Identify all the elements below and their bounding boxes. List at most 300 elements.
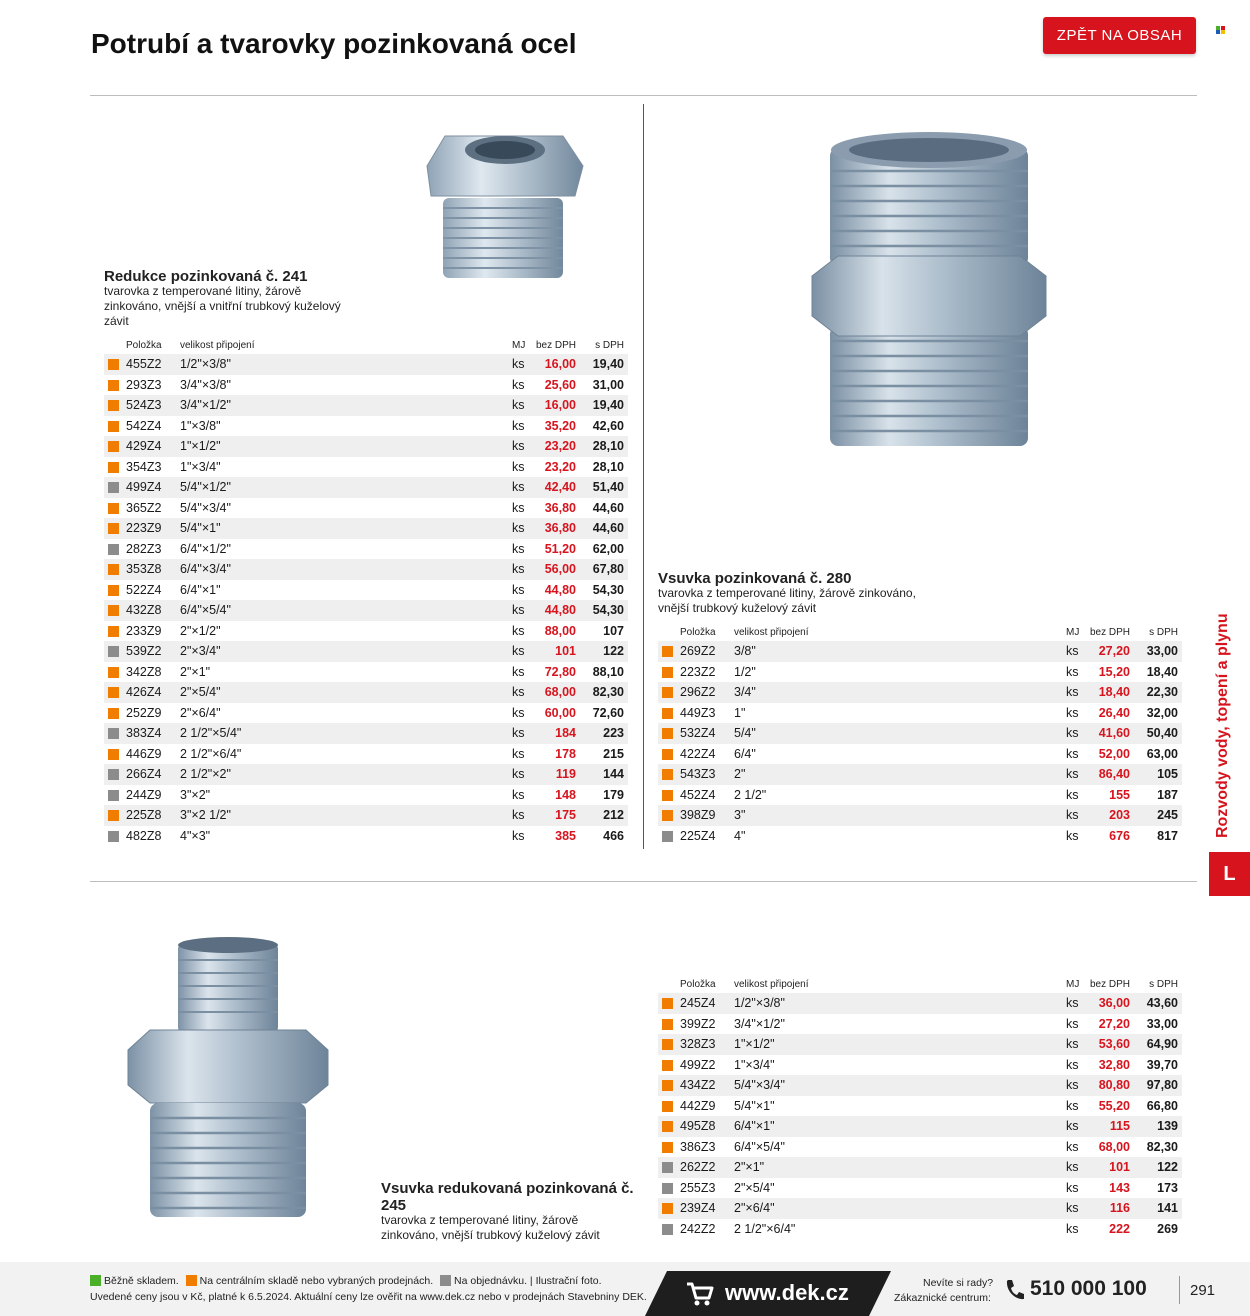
product-title: Vsuvka redukovaná pozinkovaná č. 245 — [381, 1180, 634, 1214]
item-price-vat: 50,40 — [1130, 723, 1182, 744]
item-unit: ks — [512, 436, 536, 457]
item-code: 296Z2 — [680, 682, 734, 703]
item-size: 6/4"×1/2" — [180, 541, 231, 556]
item-size: 1"×3/8" — [180, 418, 221, 433]
stock-cell — [104, 785, 126, 806]
stock-status-icon — [662, 1183, 673, 1194]
stock-cell — [658, 1137, 680, 1158]
table-row — [658, 641, 1182, 662]
item-unit: ks — [512, 746, 525, 761]
stock-status-icon — [108, 523, 119, 534]
stock-status-icon — [108, 749, 119, 760]
item-price: 80,80 — [1090, 1075, 1130, 1096]
item-size: 2"×1" — [180, 664, 211, 679]
item-unit: ks — [512, 723, 536, 744]
item-size: 3/4"×3/8" — [180, 377, 231, 392]
stock-cell — [658, 682, 680, 703]
stock-status-icon — [662, 1162, 673, 1173]
stock-cell — [104, 826, 126, 847]
item-size: 3/4" — [734, 682, 1066, 703]
item-size: 3"×2 1/2" — [180, 805, 512, 826]
table-row — [104, 826, 628, 847]
item-price: 36,00 — [1090, 993, 1130, 1014]
item-price-vat: 32,00 — [1146, 705, 1178, 720]
item-price: 36,80 — [536, 518, 576, 539]
table-row — [658, 1055, 1182, 1076]
item-price-vat: 817 — [1157, 828, 1178, 843]
stock-status-icon — [108, 687, 119, 698]
stock-cell — [104, 600, 126, 621]
table-row — [104, 723, 628, 744]
stock-cell — [104, 457, 126, 478]
table-row — [104, 641, 628, 662]
shopping-cart-icon — [686, 1281, 714, 1307]
item-price-vat: 33,00 — [1130, 641, 1182, 662]
item-unit: ks — [512, 459, 525, 474]
item-code: 543Z3 — [680, 764, 734, 785]
item-price-vat: 19,40 — [576, 354, 628, 375]
item-size: 2"×6/4" — [734, 1198, 1066, 1219]
legend-item: Na centrálním skladě nebo vybraných prodejnách. — [199, 1275, 434, 1287]
stock-cell — [104, 723, 126, 744]
item-code: 426Z4 — [126, 682, 180, 703]
stock-cell — [658, 764, 680, 785]
stock-status-icon — [662, 708, 673, 719]
stock-cell — [658, 744, 680, 765]
back-to-contents-button[interactable]: ZPĚT NA OBSAH — [1043, 17, 1196, 54]
table-row — [104, 805, 628, 826]
table-row — [104, 395, 628, 416]
item-code: 422Z4 — [680, 746, 716, 761]
table-row — [658, 1178, 1182, 1199]
item-unit: ks — [1066, 1221, 1079, 1236]
photo-note: | Ilustrační foto. — [529, 1275, 602, 1287]
item-code: 266Z4 — [126, 764, 180, 785]
col-unit: MJ — [1066, 626, 1080, 638]
item-price: 32,80 — [1098, 1057, 1130, 1072]
item-unit: ks — [1066, 805, 1090, 826]
stock-status-icon — [662, 1019, 673, 1030]
stock-status-icon — [108, 585, 119, 596]
table-row — [104, 621, 628, 642]
stock-cell — [658, 1096, 680, 1117]
item-unit: ks — [1066, 1016, 1079, 1031]
item-size: 5/4"×1" — [734, 1098, 775, 1113]
item-price-vat: 88,10 — [592, 664, 624, 679]
item-price: 16,00 — [536, 395, 576, 416]
stock-status-icon — [108, 359, 119, 370]
table-body — [658, 641, 1182, 846]
item-price-vat: 187 — [1157, 787, 1178, 802]
item-size: 3/8" — [734, 641, 1066, 662]
item-size: 2 1/2"×6/4" — [734, 1221, 796, 1236]
stock-green-icon — [90, 1275, 101, 1286]
item-unit: ks — [512, 787, 525, 802]
table-row — [104, 375, 628, 396]
item-code: 262Z2 — [680, 1157, 734, 1178]
item-unit: ks — [512, 623, 525, 638]
item-price-vat: 42,60 — [592, 418, 624, 433]
table-row — [104, 416, 628, 437]
item-price-vat: 82,30 — [1146, 1139, 1178, 1154]
item-unit: ks — [1066, 787, 1079, 802]
stock-cell — [658, 703, 680, 724]
item-code: 223Z2 — [680, 664, 716, 679]
item-code: 255Z3 — [680, 1180, 716, 1195]
item-code: 429Z4 — [126, 436, 180, 457]
item-unit: ks — [1066, 641, 1090, 662]
item-code: 522Z4 — [126, 582, 162, 597]
legend-item: Na objednávku. — [454, 1275, 527, 1287]
item-price-vat: 212 — [576, 805, 628, 826]
item-price-vat: 97,80 — [1130, 1075, 1182, 1096]
item-code: 446Z9 — [126, 746, 162, 761]
galvanized-reducer-fitting-photo — [425, 128, 585, 280]
stock-status-icon — [108, 831, 119, 842]
stock-status-icon — [108, 626, 119, 637]
table-row — [658, 764, 1182, 785]
item-price: 18,40 — [1090, 682, 1130, 703]
item-code: 542Z4 — [126, 418, 162, 433]
item-size: 2 1/2"×6/4" — [180, 746, 242, 761]
item-price: 44,80 — [544, 582, 576, 597]
item-price: 101 — [536, 641, 576, 662]
item-unit: ks — [512, 828, 525, 843]
stock-status-icon — [662, 728, 673, 739]
stock-status-icon — [108, 646, 119, 657]
item-unit: ks — [512, 541, 525, 556]
item-price-vat: 28,10 — [576, 436, 628, 457]
stock-cell — [104, 477, 126, 498]
item-code: 293Z3 — [126, 377, 162, 392]
stock-cell — [658, 1034, 680, 1055]
item-unit: ks — [1066, 746, 1079, 761]
item-size: 1/2"×3/8" — [180, 354, 512, 375]
item-price-vat: 66,80 — [1146, 1098, 1178, 1113]
stock-cell — [104, 518, 126, 539]
item-unit: ks — [512, 354, 536, 375]
item-unit: ks — [512, 600, 536, 621]
item-unit: ks — [512, 664, 525, 679]
table-row — [658, 805, 1182, 826]
col-price: bez DPH — [1090, 626, 1131, 638]
item-size: 3/4"×1/2" — [734, 1016, 785, 1031]
stock-cell — [104, 539, 126, 560]
table-row — [104, 457, 628, 478]
stock-status-icon — [108, 667, 119, 678]
item-price: 23,20 — [536, 436, 576, 457]
item-price-vat: 33,00 — [1146, 1016, 1178, 1031]
stock-status-icon — [108, 400, 119, 411]
col-unit: MJ — [1066, 978, 1080, 990]
table-row — [658, 1096, 1182, 1117]
item-price: 86,40 — [1090, 764, 1130, 785]
item-unit: ks — [512, 377, 525, 392]
table-row — [658, 723, 1182, 744]
item-unit: ks — [512, 500, 525, 515]
stock-status-icon — [662, 1142, 673, 1153]
stock-cell — [658, 785, 680, 806]
item-code: 269Z2 — [680, 641, 734, 662]
page-title: Potrubí a tvarovky pozinkovaná ocel — [91, 28, 577, 59]
stock-status-icon — [662, 1121, 673, 1132]
item-size: 2"×1" — [734, 1157, 1066, 1178]
dek-logo-icon — [1216, 26, 1226, 34]
stock-status-icon — [662, 667, 673, 678]
item-price-vat: 54,30 — [592, 582, 624, 597]
website-link[interactable]: www.dek.cz — [725, 1280, 849, 1305]
galvanized-nipple-fitting-photo — [808, 126, 1050, 454]
item-code: 245Z4 — [680, 993, 734, 1014]
item-code: 223Z9 — [126, 518, 180, 539]
stock-status-icon — [662, 1080, 673, 1091]
item-code: 455Z2 — [126, 354, 180, 375]
stock-status-icon — [662, 998, 673, 1009]
category-tab[interactable]: L — [1209, 852, 1250, 896]
stock-cell — [658, 1075, 680, 1096]
table-row — [658, 682, 1182, 703]
item-price-vat: 19,40 — [576, 395, 628, 416]
item-size: 2"×5/4" — [180, 682, 512, 703]
item-size: 3"×2" — [180, 787, 211, 802]
item-code: 532Z4 — [680, 723, 734, 744]
item-size: 2"×3/4" — [180, 641, 512, 662]
item-code: 328Z3 — [680, 1034, 734, 1055]
item-size: 6/4"×5/4" — [734, 1139, 785, 1154]
table-row — [658, 744, 1182, 765]
item-code: 353Z8 — [126, 559, 180, 580]
item-size: 2 1/2"×5/4" — [180, 723, 512, 744]
item-price: 72,80 — [544, 664, 576, 679]
item-price: 36,80 — [544, 500, 576, 515]
stock-legend — [90, 1275, 602, 1287]
product-title: Vsuvka pozinkovaná č. 280 — [658, 570, 852, 587]
item-price-vat: 64,90 — [1130, 1034, 1182, 1055]
product-description: tvarovka z temperované litiny, žárově zinkováno, vnější trubkový kuželový závit — [658, 586, 916, 615]
product-description: tvarovka z temperované litiny, žárově zinkováno, vnější a vnitřní trubkový kuželový závit — [104, 284, 341, 328]
price-table-241 — [104, 336, 628, 846]
col-price-vat: s DPH — [1149, 626, 1178, 638]
table-row — [658, 1157, 1182, 1178]
item-size: 3/4"×1/2" — [180, 395, 512, 416]
table-row — [104, 600, 628, 621]
item-price-vat: 67,80 — [576, 559, 628, 580]
price-table-280 — [658, 623, 1182, 846]
item-unit: ks — [1066, 828, 1079, 843]
item-price-vat: 62,00 — [592, 541, 624, 556]
table-row — [104, 744, 628, 765]
column-divider — [643, 104, 644, 849]
item-size: 1"×3/4" — [180, 459, 221, 474]
item-price: 23,20 — [544, 459, 576, 474]
item-price: 175 — [536, 805, 576, 826]
item-size: 2 1/2" — [734, 787, 767, 802]
item-price-vat: 82,30 — [576, 682, 628, 703]
item-price: 385 — [555, 828, 576, 843]
item-code: 452Z4 — [680, 787, 716, 802]
table-row — [104, 764, 628, 785]
stock-cell — [104, 498, 126, 519]
item-price: 119 — [536, 764, 576, 785]
item-code: 524Z3 — [126, 395, 180, 416]
item-size: 2"×6/4" — [180, 705, 221, 720]
item-price: 26,40 — [1098, 705, 1130, 720]
table-row — [658, 993, 1182, 1014]
item-price-vat: 122 — [576, 641, 628, 662]
item-code: 539Z2 — [126, 641, 180, 662]
item-size: 5/4" — [734, 723, 1066, 744]
item-price-vat: 139 — [1130, 1116, 1182, 1137]
help-center-label: Zákaznické centrum: — [894, 1292, 991, 1304]
item-size: 6/4"×5/4" — [180, 600, 512, 621]
item-price: 155 — [1109, 787, 1130, 802]
item-price: 101 — [1090, 1157, 1130, 1178]
phone-icon — [1003, 1278, 1025, 1302]
item-code: 399Z2 — [680, 1016, 716, 1031]
item-size: 5/4"×3/4" — [734, 1075, 1066, 1096]
item-code: 432Z8 — [126, 600, 180, 621]
col-price-vat: s DPH — [595, 339, 624, 351]
table-row — [658, 1116, 1182, 1137]
product-description: tvarovka z temperované litiny, žárově zinkováno, vnější trubkový kuželový závit — [381, 1213, 600, 1242]
table-body — [658, 993, 1182, 1239]
item-code: 233Z9 — [126, 623, 162, 638]
stock-status-icon — [108, 380, 119, 391]
table-row — [658, 1219, 1182, 1240]
stock-status-icon — [108, 728, 119, 739]
item-price-vat: 31,00 — [592, 377, 624, 392]
item-code: 252Z9 — [126, 705, 162, 720]
item-price: 116 — [1090, 1198, 1130, 1219]
category-label: Rozvody vody, topení a plynu — [1214, 613, 1231, 838]
stock-status-icon — [662, 1060, 673, 1071]
item-size: 1"×1/2" — [180, 436, 512, 457]
item-price-vat: 107 — [603, 623, 624, 638]
item-price: 27,20 — [1090, 641, 1130, 662]
stock-cell — [658, 1219, 680, 1240]
item-code: 242Z2 — [680, 1221, 716, 1236]
stock-status-icon — [108, 503, 119, 514]
item-price-vat: 44,60 — [576, 518, 628, 539]
item-code: 434Z2 — [680, 1075, 734, 1096]
stock-status-icon — [108, 482, 119, 493]
item-unit: ks — [1066, 1198, 1090, 1219]
item-code: 342Z8 — [126, 664, 162, 679]
table-row — [104, 436, 628, 457]
col-item: Položka — [680, 978, 716, 990]
item-unit: ks — [512, 682, 536, 703]
item-price-vat: 18,40 — [1146, 664, 1178, 679]
stock-cell — [104, 436, 126, 457]
item-price: 16,00 — [536, 354, 576, 375]
item-size: 1"×1/2" — [734, 1034, 1066, 1055]
item-unit: ks — [512, 764, 536, 785]
stock-status-icon — [662, 749, 673, 760]
item-price-vat: 144 — [576, 764, 628, 785]
stock-status-icon — [108, 441, 119, 452]
stock-status-icon — [108, 564, 119, 575]
stock-cell — [658, 723, 680, 744]
stock-cell — [658, 993, 680, 1014]
item-price: 35,20 — [544, 418, 576, 433]
item-unit: ks — [512, 805, 536, 826]
item-price: 25,60 — [544, 377, 576, 392]
item-price: 44,80 — [536, 600, 576, 621]
item-price: 51,20 — [544, 541, 576, 556]
item-code: 398Z9 — [680, 805, 734, 826]
table-row — [104, 662, 628, 683]
stock-cell — [104, 641, 126, 662]
stock-cell — [104, 744, 126, 765]
table-row — [104, 785, 628, 806]
item-price: 68,00 — [1098, 1139, 1130, 1154]
prices-note: Uvedené ceny jsou v Kč, platné k 6.5.2024. Aktuální ceny lze ověřit na www.dek.cz nebo v prodejnách Stavebniny DEK. — [90, 1291, 647, 1303]
phone-number[interactable]: 510 000 100 — [1030, 1277, 1147, 1300]
table-row — [658, 662, 1182, 683]
stock-cell — [658, 1014, 680, 1035]
stock-status-icon — [662, 769, 673, 780]
table-row — [104, 703, 628, 724]
item-price: 55,20 — [1098, 1098, 1130, 1113]
col-item: Položka — [680, 626, 716, 638]
item-code: 386Z3 — [680, 1139, 716, 1154]
item-code: 449Z3 — [680, 705, 716, 720]
item-unit: ks — [1066, 664, 1079, 679]
help-question: Nevíte si rady? — [923, 1277, 994, 1289]
item-size: 6/4"×3/4" — [180, 559, 512, 580]
item-unit: ks — [1066, 682, 1090, 703]
item-unit: ks — [512, 641, 536, 662]
item-price: 56,00 — [536, 559, 576, 580]
stock-cell — [104, 580, 126, 601]
legend-item: Běžně skladem. — [104, 1275, 179, 1287]
item-price-vat: 51,40 — [576, 477, 628, 498]
item-size: 2 1/2"×2" — [180, 764, 512, 785]
item-size: 6/4" — [734, 746, 756, 761]
stock-status-icon — [662, 1224, 673, 1235]
item-price: 184 — [536, 723, 576, 744]
item-price-vat: 245 — [1130, 805, 1182, 826]
item-price-vat: 63,00 — [1146, 746, 1178, 761]
stock-status-icon — [662, 1203, 673, 1214]
page-number-divider — [1179, 1276, 1180, 1304]
table-row — [658, 785, 1182, 806]
item-price-vat: 72,60 — [592, 705, 624, 720]
item-size: 2"×5/4" — [734, 1180, 775, 1195]
item-size: 5/4"×1" — [180, 518, 512, 539]
item-unit: ks — [1066, 1098, 1079, 1113]
stock-cell — [104, 682, 126, 703]
item-unit: ks — [1066, 993, 1090, 1014]
col-size: velikost připojení — [180, 339, 255, 351]
stock-cell — [658, 1157, 680, 1178]
item-price-vat: 223 — [576, 723, 628, 744]
item-price-vat: 466 — [603, 828, 624, 843]
item-price: 203 — [1090, 805, 1130, 826]
item-price: 68,00 — [536, 682, 576, 703]
item-code: 225Z4 — [680, 828, 716, 843]
item-price-vat: 173 — [1157, 1180, 1178, 1195]
item-unit: ks — [1066, 1157, 1090, 1178]
stock-cell — [104, 416, 126, 437]
item-unit: ks — [1066, 705, 1079, 720]
table-row — [658, 1075, 1182, 1096]
table-row — [658, 1034, 1182, 1055]
stock-status-icon — [662, 646, 673, 657]
stock-status-icon — [108, 790, 119, 801]
galvanized-reducing-nipple-photo — [126, 935, 330, 1221]
item-unit: ks — [512, 518, 536, 539]
